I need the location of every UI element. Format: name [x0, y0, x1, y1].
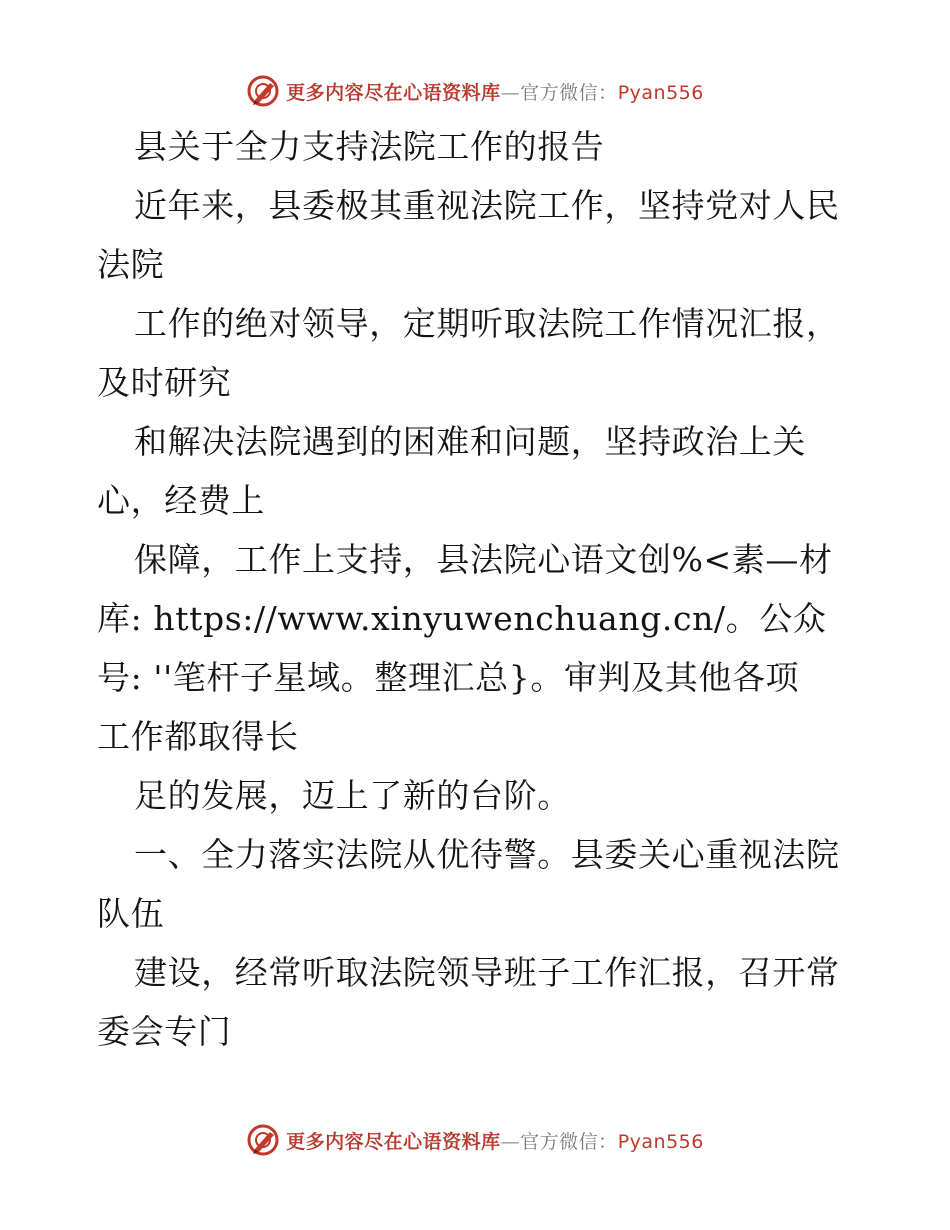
banner-official-label: 官方微信：: [520, 1130, 618, 1153]
banner-text: [286, 1127, 704, 1154]
document-title-line: 县关于全力支持法院工作的报告: [134, 127, 605, 166]
banner-official-label: 官方微信：: [520, 81, 618, 104]
pen-logo-icon: [246, 1123, 280, 1157]
paragraph-line: 工作的绝对领导，定期听取法院工作情况汇报，: [134, 304, 840, 343]
banner-separator: —: [500, 1130, 521, 1153]
banner-main-text: 更多内容尽在心语资料库: [286, 1130, 501, 1153]
paragraph-line: 工作都取得长: [97, 717, 299, 756]
banner-text: [286, 78, 704, 105]
paragraph-line: 一、全力落实法院从优待警。县委关心重视法院: [134, 835, 840, 874]
paragraph-line: 心，经费上: [97, 481, 265, 520]
footer-banner: [0, 1120, 950, 1160]
paragraph-line: 队伍: [97, 894, 165, 933]
header-banner: [0, 71, 950, 111]
paragraph-line: 足的发展，迈上了新的台阶。: [134, 776, 571, 815]
pen-logo-icon: [246, 74, 280, 108]
document-body: [97, 117, 857, 1061]
banner-main-text: 更多内容尽在心语资料库: [286, 81, 501, 104]
paragraph-line: 库: https://www.xinyuwenchuang.cn/。公众: [97, 599, 827, 638]
banner-account-id: Pyan556: [617, 81, 704, 104]
paragraph-line: 和解决法院遇到的困难和问题，坚持政治上关: [134, 422, 806, 461]
paragraph-line: 保障，工作上支持，县法院心语文创%<素—材: [134, 540, 833, 579]
paragraph-line: 及时研究: [97, 363, 232, 402]
paragraph-line: 近年来，县委极其重视法院工作，坚持党对人民: [134, 186, 840, 225]
paragraph-line: 委会专门: [97, 1012, 232, 1051]
paragraph-line: 法院: [97, 245, 165, 284]
paragraph-line: 号: ''笔杆子星域。整理汇总}。审判及其他各项: [97, 658, 800, 697]
banner-account-id: Pyan556: [617, 1130, 704, 1153]
paragraph-line: 建设，经常听取法院领导班子工作汇报，召开常: [134, 953, 840, 992]
banner-separator: —: [500, 81, 521, 104]
